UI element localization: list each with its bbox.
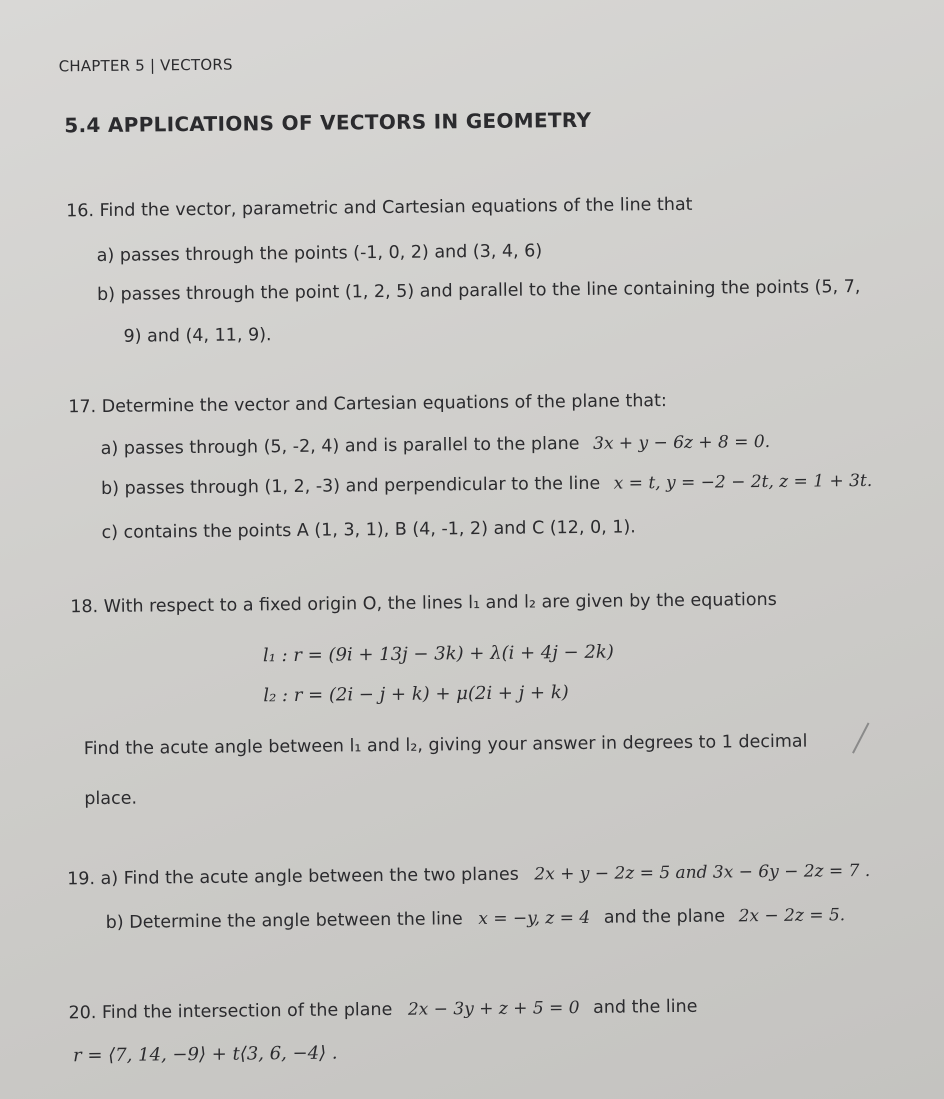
q17-part-b — [101, 471, 872, 499]
q16-stem: 16. Find the vector, parametric and Cartesian equations of the line that — [66, 194, 693, 222]
q17-part-a-text: a) passes through (5, -2, 4) and is parallel to the plane — [100, 433, 580, 459]
q19-part-a-equations: 2x + y − 2z = 5 and 3x − 6y − 2z = 7 . — [534, 860, 871, 885]
q20-tail: and the line — [592, 996, 698, 1018]
q17-part-b-text: b) passes through (1, 2, -3) and perpendicular to the line — [101, 473, 601, 499]
q16-part-b-line1: b) passes through the point (1, 2, 5) and parallel to the line containing the points (5, 7, — [96, 277, 861, 305]
section-title: 5.4 APPLICATIONS OF VECTORS IN GEOMETRY — [64, 107, 592, 138]
q17-part-a — [101, 432, 771, 459]
q20-stem — [69, 997, 698, 1024]
q19-part-b — [106, 905, 846, 933]
q19-part-b-plane-equation: 2x − 2z = 5. — [738, 905, 846, 927]
q16-part-a: a) passes through the points (-1, 0, 2) and (3, 4, 6) — [96, 241, 543, 267]
q19-part-a-text: 19. a) Find the acute angle between the two planes — [67, 864, 519, 890]
q20-plane-equation: 2x − 3y + z + 5 = 0 — [407, 997, 580, 1020]
q19-part-b-line-equation: x = −y, z = 4 — [478, 907, 591, 930]
q18-stem: 18. With respect to a fixed origin O, the lines l₁ and l₂ are given by the equations — [70, 589, 777, 618]
q16-part-b-line2: 9) and (4, 11, 9). — [123, 325, 272, 347]
q17-part-a-equation: 3x + y − 6z + 8 = 0. — [592, 431, 771, 454]
q18-line2-equation: l₂ : r = (2i − j + k) + μ(2i + j + k) — [263, 682, 569, 707]
q17-stem: 17. Determine the vector and Cartesian equations of the plane that: — [68, 391, 667, 418]
q18-question-line2: place. — [84, 788, 138, 810]
q17-part-c: c) contains the points A (1, 3, 1), B (4, -1, 2) and C (12, 0, 1). — [101, 517, 636, 543]
q17-part-b-equation: x = t, y = −2 − 2t, z = 1 + 3t. — [613, 470, 873, 494]
q20-line-equation: r = ⟨7, 14, −9⟩ + t⟨3, 6, −4⟩ . — [72, 1042, 338, 1067]
q20-text: 20. Find the intersection of the plane — [68, 999, 393, 1024]
pencil-mark — [852, 722, 869, 753]
q18-line1-equation: l₁ : r = (9i + 13j − 3k) + λ(i + 4j − 2k) — [262, 641, 614, 667]
q19-part-b-text: b) Determine the angle between the line — [105, 909, 463, 933]
q18-question-line1: Find the acute angle between l₁ and l₂, giving your answer in degrees to 1 decimal — [83, 731, 808, 760]
q19-part-b-connector: and the plane — [603, 906, 726, 928]
q19-part-a — [67, 861, 870, 889]
chapter-heading: CHAPTER 5 | VECTORS — [58, 55, 233, 76]
